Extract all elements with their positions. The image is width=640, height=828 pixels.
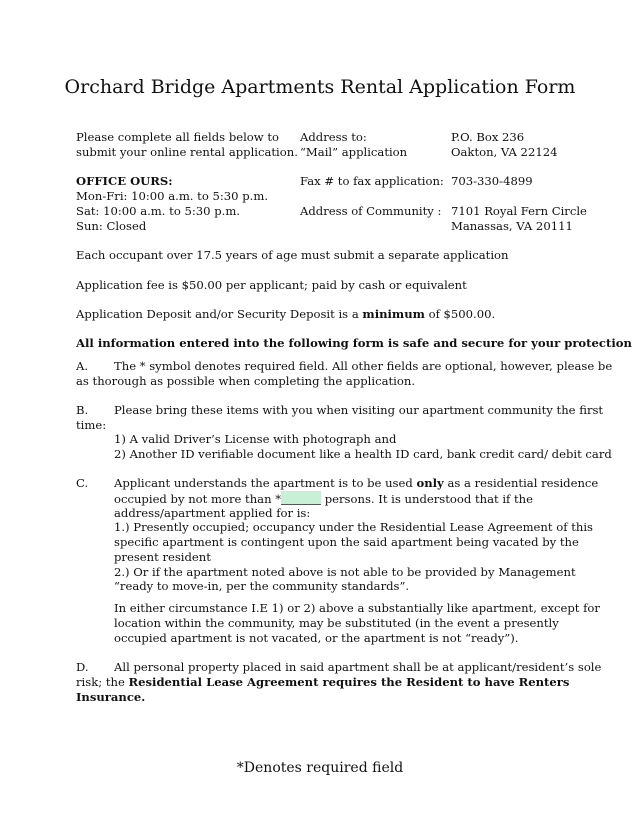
section-c-line-9: In either circumstance I.E 1) or 2) above a substantially like apartment, except for [114,601,600,615]
max-persons-input[interactable] [281,491,321,505]
section-c-line-3: address/apartment applied for is: [114,506,311,520]
section-b-line-1: Please bring these items with you when visiting our apartment community the first [114,403,604,417]
section-c-line-2: occupied by not more than * persons. It is understood that if the [114,492,534,506]
hours-weekday: Mon-Fri: 10:00 a.m. to 5:30 p.m. [76,189,269,203]
po-box: P.O. Box 236 [451,130,525,144]
community-city: Manassas, VA 20111 [451,219,573,233]
section-c-line-6: present resident [114,550,211,564]
section-d-label: D. [76,660,89,674]
hours-saturday: Sat: 10:00 a.m. to 5:30 p.m. [76,204,240,218]
section-c-line-4: 1.) Presently occupied; occupancy under the Residential Lease Agreement of this [114,520,593,534]
occupant-note: Each occupant over 17.5 years of age must submit a separate application [76,248,509,262]
section-a-line-2: as thorough as possible when completing the application. [76,374,415,388]
section-b-line-2: time: [76,418,107,432]
section-d-line-2: risk; the Residential Lease Agreement requires the Resident to have Renters [76,675,570,689]
section-b-item-1: 1) A valid Driver’s License with photograph and [114,432,397,446]
section-b-label: B. [76,403,89,417]
section-b-item-2: 2) Another ID verifiable document like a health ID card, bank credit card/ debit card [114,447,612,461]
community-street: 7101 Royal Fern Circle [451,204,587,218]
section-a-label: A. [76,359,89,373]
section-c-line-5: specific apartment is contingent upon the said apartment being vacated by the [114,535,579,549]
section-c-line-1: Applicant understands the apartment is to be used only as a residential residence [114,476,599,490]
fee-note: Application fee is $50.00 per applicant; paid by cash or equivalent [76,278,467,292]
intro-line-1: Please complete all fields below to [76,130,280,144]
hours-sunday: Sun: Closed [76,219,147,233]
po-city: Oakton, VA 22124 [451,145,558,159]
address-label: Address to: [300,130,367,144]
section-d-line-3: Insurance. [76,690,146,704]
intro-line-2: submit your online rental application. [76,145,298,159]
secure-note: All information entered into the following form is safe and secure for your protection [76,336,632,350]
section-c-line-7: 2.) Or if the apartment noted above is not able to be provided by Management [114,565,576,579]
deposit-note: Application Deposit and/or Security Deposit is a minimum of $500.00. [76,307,496,321]
section-c-line-8: “ready to move-in, per the community standards”. [114,579,410,593]
page-title: Orchard Bridge Apartments Rental Application Form [64,76,576,98]
fax-label: Fax # to fax application: [300,174,444,188]
section-a-line-1: The * symbol denotes required field. All other fields are optional, however, please be [114,359,613,373]
fax-number: 703-330-4899 [451,174,533,188]
section-c-line-10: location within the community, may be substituted (in the event a presently [114,616,559,630]
required-footnote: *Denotes required field [236,760,404,776]
section-d-line-1: All personal property placed in said apartment shall be at applicant/resident’s sole [114,660,602,674]
office-heading: OFFICE OURS: [76,174,173,188]
mail-label: “Mail” application [300,145,408,159]
community-label: Address of Community : [300,204,442,218]
section-c-label: C. [76,476,89,490]
section-c-line-11: occupied apartment is not vacated, or the apartment is not “ready”). [114,631,519,645]
